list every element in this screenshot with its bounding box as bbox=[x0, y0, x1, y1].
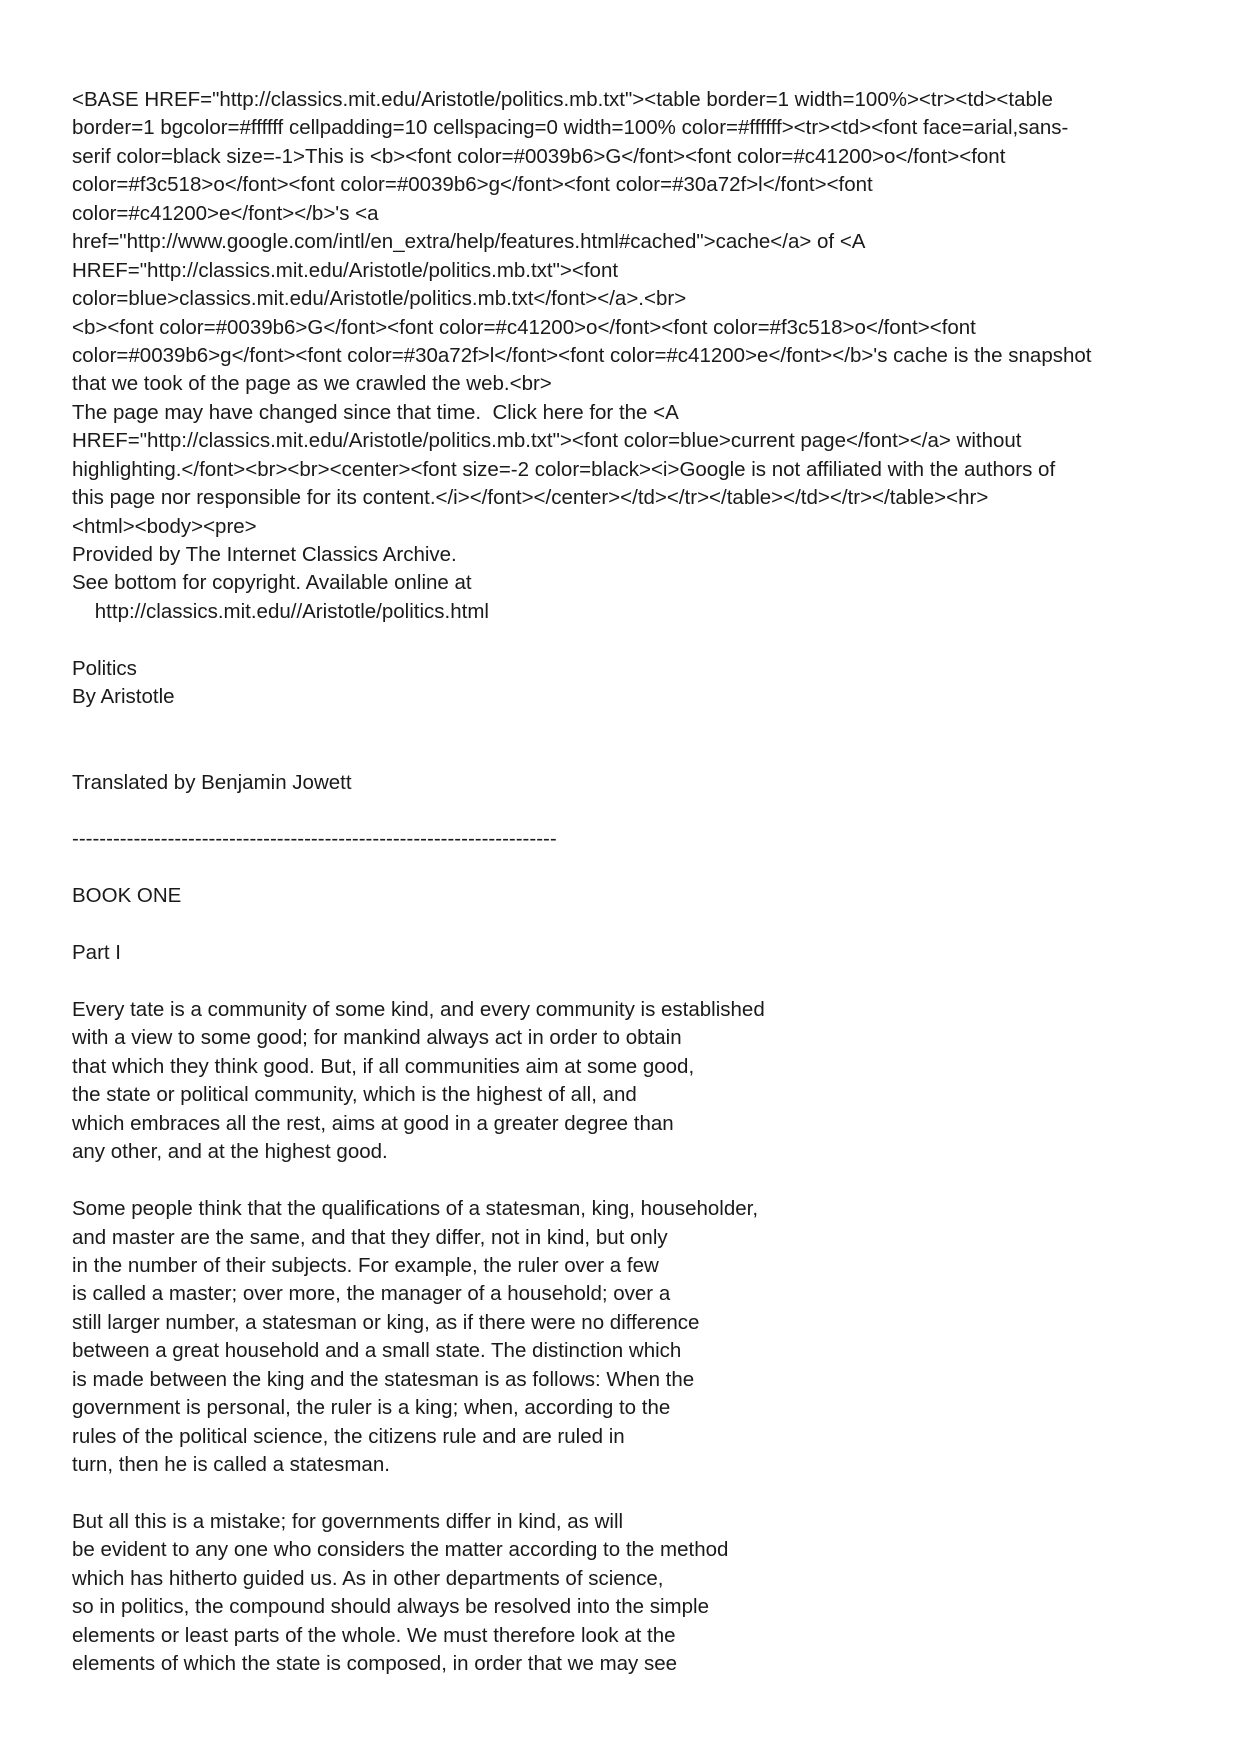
text-line bbox=[72, 797, 1182, 825]
text-line: with a view to some good; for mankind always act in order to obtain bbox=[72, 1026, 682, 1050]
text-line: that we took of the page as we crawled the web.<br> bbox=[72, 372, 552, 396]
text-line: in the number of their subjects. For example, the ruler over a few bbox=[72, 1253, 659, 1277]
text-line bbox=[72, 740, 1182, 768]
text-line bbox=[72, 1479, 1182, 1507]
text-line bbox=[72, 626, 1182, 654]
document-page bbox=[72, 86, 1182, 1679]
text-line: <html><body><pre> bbox=[72, 514, 257, 538]
text-line: ----------------------------------------------------------------------- bbox=[72, 827, 557, 851]
text-line: <BASE HREF="http://classics.mit.edu/Aristotle/politics.mb.txt"><table border=1 width=100%><tr><td><table bbox=[72, 88, 1053, 111]
text-line: the state or political community, which is the highest of all, and bbox=[72, 1083, 637, 1107]
text-line: still larger number, a statesman or king, as if there were no difference bbox=[72, 1310, 700, 1334]
text-line: any other, and at the highest good. bbox=[72, 1140, 388, 1164]
text-line: color=#c41200>e</font></b>'s <a bbox=[72, 201, 379, 225]
text-line: turn, then he is called a statesman. bbox=[72, 1453, 390, 1476]
text-line: Some people think that the qualifications of a statesman, king, householder, bbox=[72, 1197, 759, 1221]
text-line: is made between the king and the statesman is as follows: When the bbox=[72, 1367, 695, 1391]
text-line: Translated by Benjamin Jowett bbox=[72, 770, 352, 794]
text-line: <b><font color=#0039b6>G</font><font color=#c41200>o</font><font color=#f3c518>o</font><font bbox=[72, 315, 976, 339]
text-line: color=#f3c518>o</font><font color=#0039b6>g</font><font color=#30a72f>l</font><font bbox=[72, 173, 873, 197]
text-line bbox=[72, 854, 1182, 882]
text-line bbox=[72, 1167, 1182, 1195]
text-line: elements of which the state is composed, in order that we may see bbox=[72, 1652, 678, 1676]
text-line: See bottom for copyright. Available online at bbox=[72, 571, 472, 595]
text-line: href="http://www.google.com/intl/en_extra/help/features.html#cached">cache</a> of <A bbox=[72, 230, 866, 254]
text-line: is called a master; over more, the manager of a household; over a bbox=[72, 1282, 671, 1306]
text-line bbox=[72, 911, 1182, 939]
text-line: color=blue>classics.mit.edu/Aristotle/politics.mb.txt</font></a>.<br> bbox=[72, 287, 687, 311]
text-line bbox=[72, 712, 1182, 740]
text-line: border=1 bgcolor=#ffffff cellpadding=10 cellspacing=0 width=100% color=#ffffff><tr><td><font face=arial,sans- bbox=[72, 116, 1069, 140]
text-line: which has hitherto guided us. As in other departments of science, bbox=[72, 1566, 664, 1590]
text-line: rules of the political science, the citizens rule and are ruled in bbox=[72, 1424, 625, 1448]
text-line: color=#0039b6>g</font><font color=#30a72f>l</font><font color=#c41200>e</font></b>'s cache is the snapshot bbox=[72, 343, 1092, 367]
text-line: Part I bbox=[72, 941, 121, 965]
text-line: serif color=black size=-1>This is <b><font color=#0039b6>G</font><font color=#c41200>o</font><font bbox=[72, 144, 1006, 168]
text-line: Provided by The Internet Classics Archive. bbox=[72, 543, 457, 566]
text-line: and master are the same, and that they differ, not in kind, but only bbox=[72, 1225, 668, 1249]
text-line bbox=[72, 968, 1182, 996]
text-line: Politics bbox=[72, 656, 137, 680]
text-line: http://classics.mit.edu//Aristotle/politics.html bbox=[72, 599, 489, 623]
text-line: between a great household and a small state. The distinction which bbox=[72, 1339, 682, 1363]
text-line: HREF="http://classics.mit.edu/Aristotle/politics.mb.txt"><font bbox=[72, 258, 619, 282]
text-line: that which they think good. But, if all communities aim at some good, bbox=[72, 1054, 695, 1078]
text-line: But all this is a mistake; for governments differ in kind, as will bbox=[72, 1509, 624, 1533]
text-line: which embraces all the rest, aims at good in a greater degree than bbox=[72, 1111, 674, 1135]
text-line: highlighting.</font><br><br><center><font size=-2 color=black><i>Google is not affiliated with the authors of bbox=[72, 457, 1056, 481]
text-line: this page nor responsible for its content.</i></font></center></td></tr></table></td></tr></table><hr> bbox=[72, 486, 989, 510]
text-line: elements or least parts of the whole. We must therefore look at the bbox=[72, 1623, 676, 1647]
text-line: BOOK ONE bbox=[72, 884, 182, 908]
text-line: HREF="http://classics.mit.edu/Aristotle/politics.mb.txt"><font color=blue>current page</font></a> without bbox=[72, 429, 1022, 453]
text-line: be evident to any one who considers the matter according to the method bbox=[72, 1538, 729, 1562]
text-line: government is personal, the ruler is a king; when, according to the bbox=[72, 1396, 671, 1420]
text-line: The page may have changed since that time. Click here for the <A bbox=[72, 400, 679, 424]
text-line: so in politics, the compound should always be resolved into the simple bbox=[72, 1595, 709, 1619]
text-line: Every tate is a community of some kind, and every community is established bbox=[72, 998, 765, 1021]
text-line: By Aristotle bbox=[72, 685, 175, 709]
